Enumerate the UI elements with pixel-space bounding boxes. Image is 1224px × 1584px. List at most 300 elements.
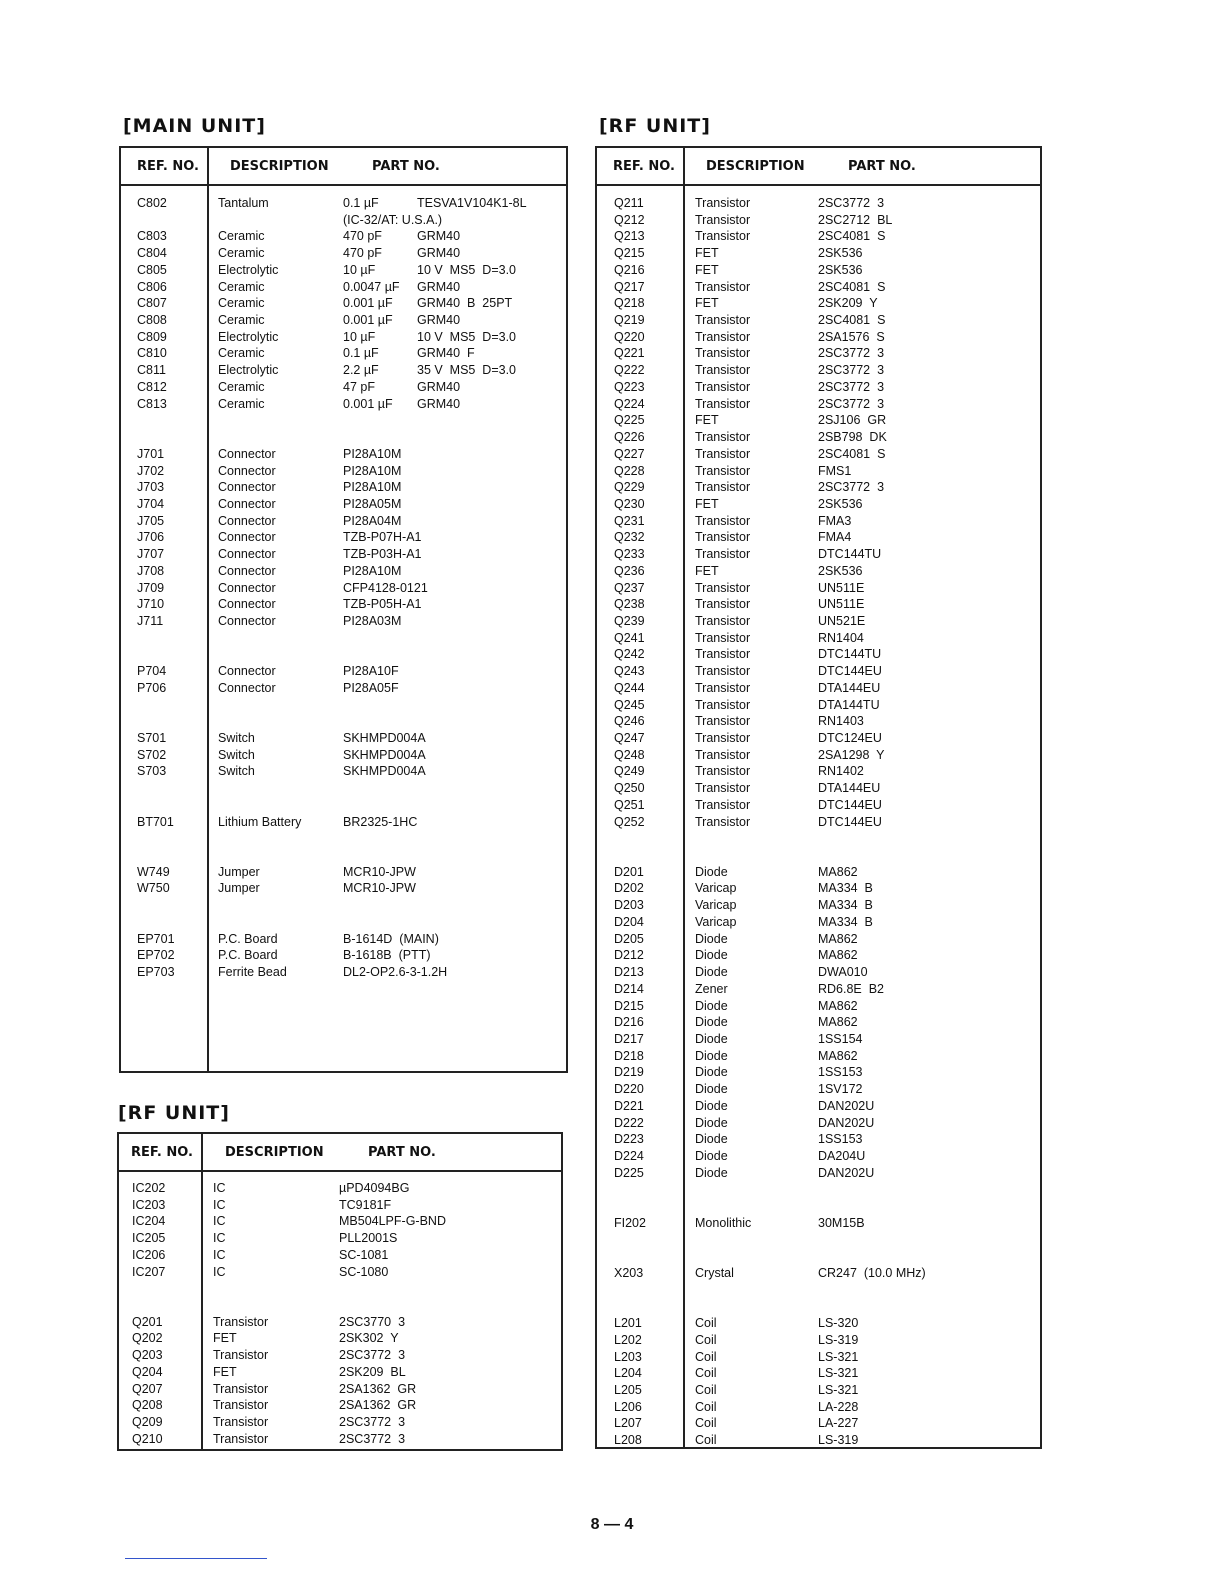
- part-no-cell: TZB-P03H-A1: [343, 547, 422, 562]
- ref-no-cell: S703: [137, 764, 167, 779]
- part-no-cell: 1SV172: [818, 1082, 863, 1097]
- description-cell: Diode: [695, 1065, 728, 1080]
- description-cell: IC: [213, 1181, 226, 1195]
- header-description: DESCRIPTION: [225, 1145, 324, 1160]
- ref-no-cell: Q225: [614, 413, 645, 428]
- description-cell: Tantalum: [218, 196, 269, 210]
- description-cell: Connector: [218, 664, 276, 679]
- table-row: [597, 429, 1040, 446]
- description-cell: Transistor: [695, 279, 751, 294]
- table-row: [597, 847, 1040, 864]
- description-cell: Coil: [695, 1383, 717, 1398]
- table-row: [121, 864, 566, 881]
- ref-no-cell: L201: [614, 1316, 642, 1331]
- table-row: [119, 1297, 561, 1314]
- table-row: [121, 797, 566, 814]
- part-spec-cell: GRM40: [417, 313, 461, 328]
- table-row: [597, 947, 1040, 964]
- description-cell: Diode: [695, 1015, 728, 1030]
- table-row: [121, 931, 566, 948]
- table-body: [597, 195, 1040, 1449]
- ref-no-cell: C809: [137, 329, 167, 344]
- description-cell: Lithium Battery: [218, 814, 302, 829]
- ref-no-cell: Q207: [132, 1381, 163, 1396]
- ref-no-cell: C804: [137, 246, 167, 261]
- ref-no-cell: Q242: [614, 647, 645, 662]
- ref-no-cell: P704: [137, 664, 167, 679]
- part-no-cell: UN511E: [818, 597, 865, 612]
- ref-no-cell: D205: [614, 931, 644, 946]
- table-row: [597, 295, 1040, 312]
- table-row: [597, 864, 1040, 881]
- ref-no-cell: Q236: [614, 563, 645, 578]
- header-part-no: PART NO.: [848, 159, 916, 174]
- ref-no-cell: L202: [614, 1332, 642, 1347]
- description-cell: FET: [695, 563, 719, 578]
- table-row: [597, 513, 1040, 530]
- part-no-cell: MA334 B: [818, 898, 873, 913]
- description-cell: Transistor: [695, 313, 751, 328]
- description-cell: Coil: [695, 1332, 717, 1347]
- part-no-cell: 30M15B: [818, 1215, 865, 1230]
- table-row: [597, 747, 1040, 764]
- table-row: [121, 329, 566, 346]
- table-row: [121, 630, 566, 647]
- description-cell: Coil: [695, 1349, 717, 1364]
- part-no-cell: UN511E: [818, 580, 865, 595]
- description-cell: Transistor: [695, 781, 751, 796]
- description-cell: Ceramic: [218, 279, 265, 294]
- part-no-cell: 10 µF: [343, 329, 376, 344]
- table-row: [119, 1330, 561, 1347]
- part-no-cell: 2SK209 BL: [339, 1364, 406, 1379]
- table-row: [597, 613, 1040, 630]
- ref-no-cell: C807: [137, 296, 167, 311]
- part-no-cell: 2SC3772 3: [818, 346, 885, 361]
- ref-no-cell: D213: [614, 965, 644, 980]
- part-no-cell: CR247 (10.0 MHz): [818, 1266, 926, 1280]
- table-row: [119, 1280, 561, 1297]
- table-row: [597, 1198, 1040, 1215]
- table-row: [119, 1264, 561, 1281]
- table-row: [119, 1230, 561, 1247]
- table-row: [597, 1215, 1040, 1232]
- part-no-cell: 2SC3772 3: [818, 196, 885, 210]
- part-no-cell: PI28A05M: [343, 496, 402, 511]
- rf-unit-left-parts-table: [117, 1132, 563, 1451]
- description-cell: IC: [213, 1264, 226, 1279]
- table-row: [121, 947, 566, 964]
- table-row: [597, 914, 1040, 931]
- part-no-cell: DTC124EU: [818, 731, 882, 745]
- table-row: [597, 228, 1040, 245]
- table-row: [121, 362, 566, 379]
- table-row: [121, 830, 566, 847]
- ref-no-cell: Q241: [614, 630, 645, 645]
- table-row: [121, 680, 566, 697]
- description-cell: Transistor: [695, 697, 751, 712]
- part-no-cell: LS-319: [818, 1332, 859, 1347]
- table-row: [597, 646, 1040, 663]
- part-no-cell: 2SC3772 3: [818, 363, 885, 378]
- table-row: [597, 412, 1040, 429]
- part-no-cell: 2SC4081 S: [818, 279, 886, 294]
- ref-no-cell: Q204: [132, 1364, 163, 1379]
- table-row: [597, 212, 1040, 229]
- header-part-no: PART NO.: [368, 1145, 436, 1160]
- part-no-cell: LS-321: [818, 1349, 859, 1364]
- table-row: [119, 1213, 561, 1230]
- table-row: [597, 446, 1040, 463]
- description-cell: FET: [695, 496, 719, 511]
- description-cell: Transistor: [213, 1431, 269, 1446]
- description-cell: Diode: [695, 998, 728, 1013]
- part-no-cell: 2.2 µF: [343, 363, 379, 378]
- ref-no-cell: Q238: [614, 597, 645, 612]
- ref-no-cell: D222: [614, 1115, 644, 1130]
- description-cell: Transistor: [695, 463, 751, 478]
- part-no-cell: PI28A10M: [343, 480, 402, 495]
- ref-no-cell: Q213: [614, 229, 645, 244]
- ref-no-cell: W749: [137, 864, 170, 879]
- table-row: [597, 1081, 1040, 1098]
- description-cell: Transistor: [695, 530, 751, 545]
- part-no-cell: 2SA1362 GR: [339, 1398, 417, 1413]
- part-spec-cell: GRM40 B 25PT: [417, 296, 513, 311]
- ref-no-cell: Q219: [614, 313, 645, 328]
- ref-no-cell: Q239: [614, 613, 645, 628]
- description-cell: FET: [695, 296, 719, 311]
- header-part-no: PART NO.: [372, 159, 440, 174]
- table-row: [119, 1314, 561, 1331]
- part-no-cell: 2SC4081 S: [818, 446, 886, 461]
- part-no-cell: 2SK302 Y: [339, 1331, 399, 1346]
- table-row: [119, 1381, 561, 1398]
- part-no-cell: DTC144TU: [818, 647, 882, 662]
- part-no-cell: LS-319: [818, 1433, 859, 1448]
- description-cell: Connector: [218, 530, 276, 545]
- part-spec-cell: GRM40: [417, 229, 461, 244]
- description-cell: Transistor: [695, 680, 751, 695]
- table-row: [121, 546, 566, 563]
- part-no-cell: MA862: [818, 998, 858, 1013]
- ref-no-cell: D204: [614, 914, 644, 929]
- description-cell: Coil: [695, 1433, 717, 1448]
- table-row: [597, 1332, 1040, 1349]
- table-row: [121, 646, 566, 663]
- description-cell: Ceramic: [218, 396, 265, 411]
- table-row: [121, 580, 566, 597]
- table-row: [597, 713, 1040, 730]
- description-cell: Connector: [218, 446, 276, 461]
- description-cell: Connector: [218, 547, 276, 562]
- table-row: [597, 1282, 1040, 1299]
- part-spec-cell: GRM40: [417, 246, 461, 261]
- table-row: [121, 228, 566, 245]
- ref-no-cell: Q230: [614, 496, 645, 511]
- description-cell: Transistor: [695, 664, 751, 679]
- description-cell: Electrolytic: [218, 363, 279, 378]
- header-description: DESCRIPTION: [230, 159, 329, 174]
- ref-no-cell: L208: [614, 1433, 642, 1448]
- description-cell: FET: [213, 1364, 237, 1379]
- ref-no-cell: Q209: [132, 1415, 163, 1430]
- table-row: [121, 964, 566, 981]
- description-cell: Connector: [218, 613, 276, 628]
- table-header: [121, 148, 566, 186]
- description-cell: Transistor: [213, 1415, 269, 1430]
- table-row: [597, 563, 1040, 580]
- table-row: [119, 1364, 561, 1381]
- description-cell: Diode: [695, 1132, 728, 1147]
- ref-no-cell: IC202: [132, 1181, 166, 1195]
- rf-unit-right-parts-table: [595, 146, 1042, 1449]
- part-no-cell: FMA4: [818, 530, 852, 545]
- part-no-cell: DTA144TU: [818, 697, 880, 712]
- part-no-cell: PI28A10F: [343, 664, 399, 679]
- ref-no-cell: Q222: [614, 363, 645, 378]
- ref-no-cell: Q218: [614, 296, 645, 311]
- table-row: [119, 1431, 561, 1448]
- table-row: [597, 697, 1040, 714]
- table-row: [597, 1415, 1040, 1432]
- table-row: [121, 747, 566, 764]
- part-no-cell: MA862: [818, 1015, 858, 1030]
- ref-no-cell: IC206: [132, 1247, 166, 1262]
- ref-no-cell: Q211: [614, 196, 644, 210]
- table-row: [597, 998, 1040, 1015]
- ref-no-cell: Q248: [614, 747, 645, 762]
- table-row: [121, 697, 566, 714]
- table-row: [121, 713, 566, 730]
- ref-no-cell: Q208: [132, 1398, 163, 1413]
- description-cell: Transistor: [213, 1348, 269, 1363]
- part-no-cell: MA862: [818, 948, 858, 963]
- table-row: [597, 1098, 1040, 1115]
- ref-no-cell: J706: [137, 530, 165, 545]
- ref-no-cell: Q246: [614, 714, 645, 729]
- part-no-cell: 2SA1362 GR: [339, 1381, 417, 1396]
- part-no-cell: DL2-OP2.6-3-1.2H: [343, 965, 448, 980]
- description-cell: Coil: [695, 1416, 717, 1431]
- description-cell: FET: [213, 1331, 237, 1346]
- description-cell: Jumper: [218, 881, 260, 896]
- description-cell: FET: [695, 413, 719, 428]
- ref-no-cell: EP701: [137, 931, 175, 946]
- part-no-cell: 0.001 µF: [343, 296, 393, 311]
- description-cell: Diode: [695, 1098, 728, 1113]
- description-cell: Jumper: [218, 864, 260, 879]
- description-cell: Ceramic: [218, 346, 265, 361]
- part-no-cell: RN1402: [818, 764, 864, 779]
- description-cell: Switch: [218, 731, 255, 745]
- ref-no-cell: Q203: [132, 1348, 163, 1363]
- table-row: [121, 763, 566, 780]
- table-row: [597, 1248, 1040, 1265]
- description-cell: Switch: [218, 764, 255, 779]
- ref-no-cell: D216: [614, 1015, 644, 1030]
- description-cell: Transistor: [695, 212, 751, 227]
- table-row: [121, 479, 566, 496]
- description-cell: Transistor: [695, 797, 751, 812]
- description-cell: Transistor: [695, 597, 751, 612]
- part-no-cell: 2SK536: [818, 563, 863, 578]
- ref-no-cell: D203: [614, 898, 644, 913]
- ref-no-cell: J711: [137, 613, 164, 628]
- description-cell: Coil: [695, 1399, 717, 1414]
- table-row: [597, 1048, 1040, 1065]
- description-cell: Diode: [695, 1115, 728, 1130]
- description-cell: Transistor: [695, 613, 751, 628]
- part-no-cell: 0.001 µF: [343, 396, 393, 411]
- part-no-cell: 0.1 µF: [343, 196, 379, 210]
- ref-no-cell: C805: [137, 262, 167, 277]
- part-no-cell: DTC144EU: [818, 814, 882, 829]
- table-row: [121, 496, 566, 513]
- table-row: [597, 1265, 1040, 1282]
- ref-no-cell: X203: [614, 1266, 644, 1280]
- ref-no-cell: L207: [614, 1416, 642, 1431]
- description-cell: Diode: [695, 965, 728, 980]
- ref-no-cell: J707: [137, 547, 165, 562]
- ref-no-cell: L203: [614, 1349, 642, 1364]
- part-no-cell: 2SA1576 S: [818, 329, 885, 344]
- part-spec-cell: 35 V MS5 D=3.0: [417, 363, 517, 378]
- part-no-cell: 2SA1298 Y: [818, 747, 885, 762]
- ref-no-cell: Q229: [614, 480, 645, 495]
- table-row: [597, 1399, 1040, 1416]
- table-header: [119, 1134, 561, 1172]
- part-no-cell: DTC144EU: [818, 664, 882, 679]
- ref-no-cell: Q249: [614, 764, 645, 779]
- part-no-cell: MA862: [818, 1048, 858, 1063]
- description-cell: Transistor: [695, 379, 751, 394]
- ref-no-cell: P706: [137, 680, 167, 695]
- description-cell: Transistor: [213, 1381, 269, 1396]
- table-row: [597, 814, 1040, 831]
- ref-no-cell: Q231: [614, 513, 645, 528]
- part-no-cell: PI28A10M: [343, 463, 402, 478]
- ref-no-cell: J710: [137, 597, 165, 612]
- part-no-cell: 2SC2712 BL: [818, 212, 893, 227]
- table-row: [121, 379, 566, 396]
- description-cell: Transistor: [695, 446, 751, 461]
- description-cell: Connector: [218, 680, 276, 695]
- part-no-cell: DWA010: [818, 965, 868, 980]
- description-cell: FET: [695, 246, 719, 261]
- main-unit-title: [MAIN UNIT]: [123, 115, 266, 137]
- ref-no-cell: Q210: [132, 1431, 163, 1446]
- part-no-cell: (IC-32/AT: U.S.A.): [343, 212, 443, 227]
- part-no-cell: MA334 B: [818, 914, 873, 929]
- description-cell: Transistor: [695, 229, 751, 244]
- part-no-cell: 470 pF: [343, 246, 382, 261]
- description-cell: Connector: [218, 563, 276, 578]
- table-row: [597, 262, 1040, 279]
- table-row: [597, 780, 1040, 797]
- table-row: [597, 379, 1040, 396]
- description-cell: FET: [695, 262, 719, 277]
- table-row: [597, 763, 1040, 780]
- description-cell: IC: [213, 1247, 226, 1262]
- ref-no-cell: IC207: [132, 1264, 166, 1279]
- part-no-cell: µPD4094BG: [339, 1181, 410, 1195]
- description-cell: Transistor: [695, 731, 751, 745]
- table-row: [597, 1298, 1040, 1315]
- table-row: [597, 1432, 1040, 1449]
- table-row: [121, 613, 566, 630]
- table-row: [597, 546, 1040, 563]
- ref-no-cell: D220: [614, 1082, 644, 1097]
- part-no-cell: PI28A04M: [343, 513, 402, 528]
- table-row: [121, 245, 566, 262]
- ref-no-cell: Q243: [614, 664, 645, 679]
- table-row: [597, 529, 1040, 546]
- description-cell: Zener: [695, 981, 728, 996]
- description-cell: Transistor: [695, 747, 751, 762]
- description-cell: Diode: [695, 864, 728, 879]
- ref-no-cell: J703: [137, 480, 165, 495]
- description-cell: Transistor: [695, 714, 751, 729]
- part-no-cell: SC-1081: [339, 1247, 389, 1262]
- ref-no-cell: IC203: [132, 1197, 166, 1212]
- part-no-cell: SKHMPD004A: [343, 731, 426, 745]
- part-no-cell: SC-1080: [339, 1264, 389, 1279]
- description-cell: Ferrite Bead: [218, 965, 287, 980]
- table-row: [121, 396, 566, 413]
- table-row: [119, 1197, 561, 1214]
- description-cell: Ceramic: [218, 313, 265, 328]
- ref-no-cell: J708: [137, 563, 165, 578]
- table-row: [121, 847, 566, 864]
- ref-no-cell: D225: [614, 1165, 644, 1180]
- table-row: [597, 245, 1040, 262]
- part-no-cell: MA862: [818, 864, 858, 879]
- part-no-cell: SKHMPD004A: [343, 764, 426, 779]
- part-no-cell: DAN202U: [818, 1098, 875, 1113]
- part-no-cell: DAN202U: [818, 1115, 875, 1130]
- description-cell: Transistor: [695, 430, 751, 445]
- part-no-cell: MCR10-JPW: [343, 881, 416, 896]
- table-row: [597, 329, 1040, 346]
- ref-no-cell: D217: [614, 1031, 644, 1046]
- description-cell: Ceramic: [218, 379, 265, 394]
- description-cell: Transistor: [695, 764, 751, 779]
- table-row: [597, 312, 1040, 329]
- part-no-cell: B-1618B (PTT): [343, 948, 431, 963]
- description-cell: Connector: [218, 580, 276, 595]
- description-cell: Transistor: [213, 1398, 269, 1413]
- table-row: [597, 1148, 1040, 1165]
- table-row: [121, 195, 566, 212]
- ref-no-cell: Q201: [132, 1314, 163, 1329]
- header-ref-no: REF. NO.: [613, 159, 675, 174]
- table-row: [597, 663, 1040, 680]
- part-no-cell: 47 pF: [343, 379, 375, 394]
- ref-no-cell: L204: [614, 1366, 642, 1381]
- ref-no-cell: D212: [614, 948, 644, 963]
- ref-no-cell: J702: [137, 463, 165, 478]
- part-no-cell: 2SJ106 GR: [818, 413, 887, 428]
- ref-no-cell: Q237: [614, 580, 645, 595]
- description-cell: Ceramic: [218, 229, 265, 244]
- part-no-cell: RD6.8E B2: [818, 981, 885, 996]
- ref-no-cell: IC205: [132, 1231, 166, 1246]
- part-spec-cell: 10 V MS5 D=3.0: [417, 329, 517, 344]
- part-no-cell: DTA144EU: [818, 781, 881, 796]
- table-row: [119, 1414, 561, 1431]
- ref-no-cell: D214: [614, 981, 644, 996]
